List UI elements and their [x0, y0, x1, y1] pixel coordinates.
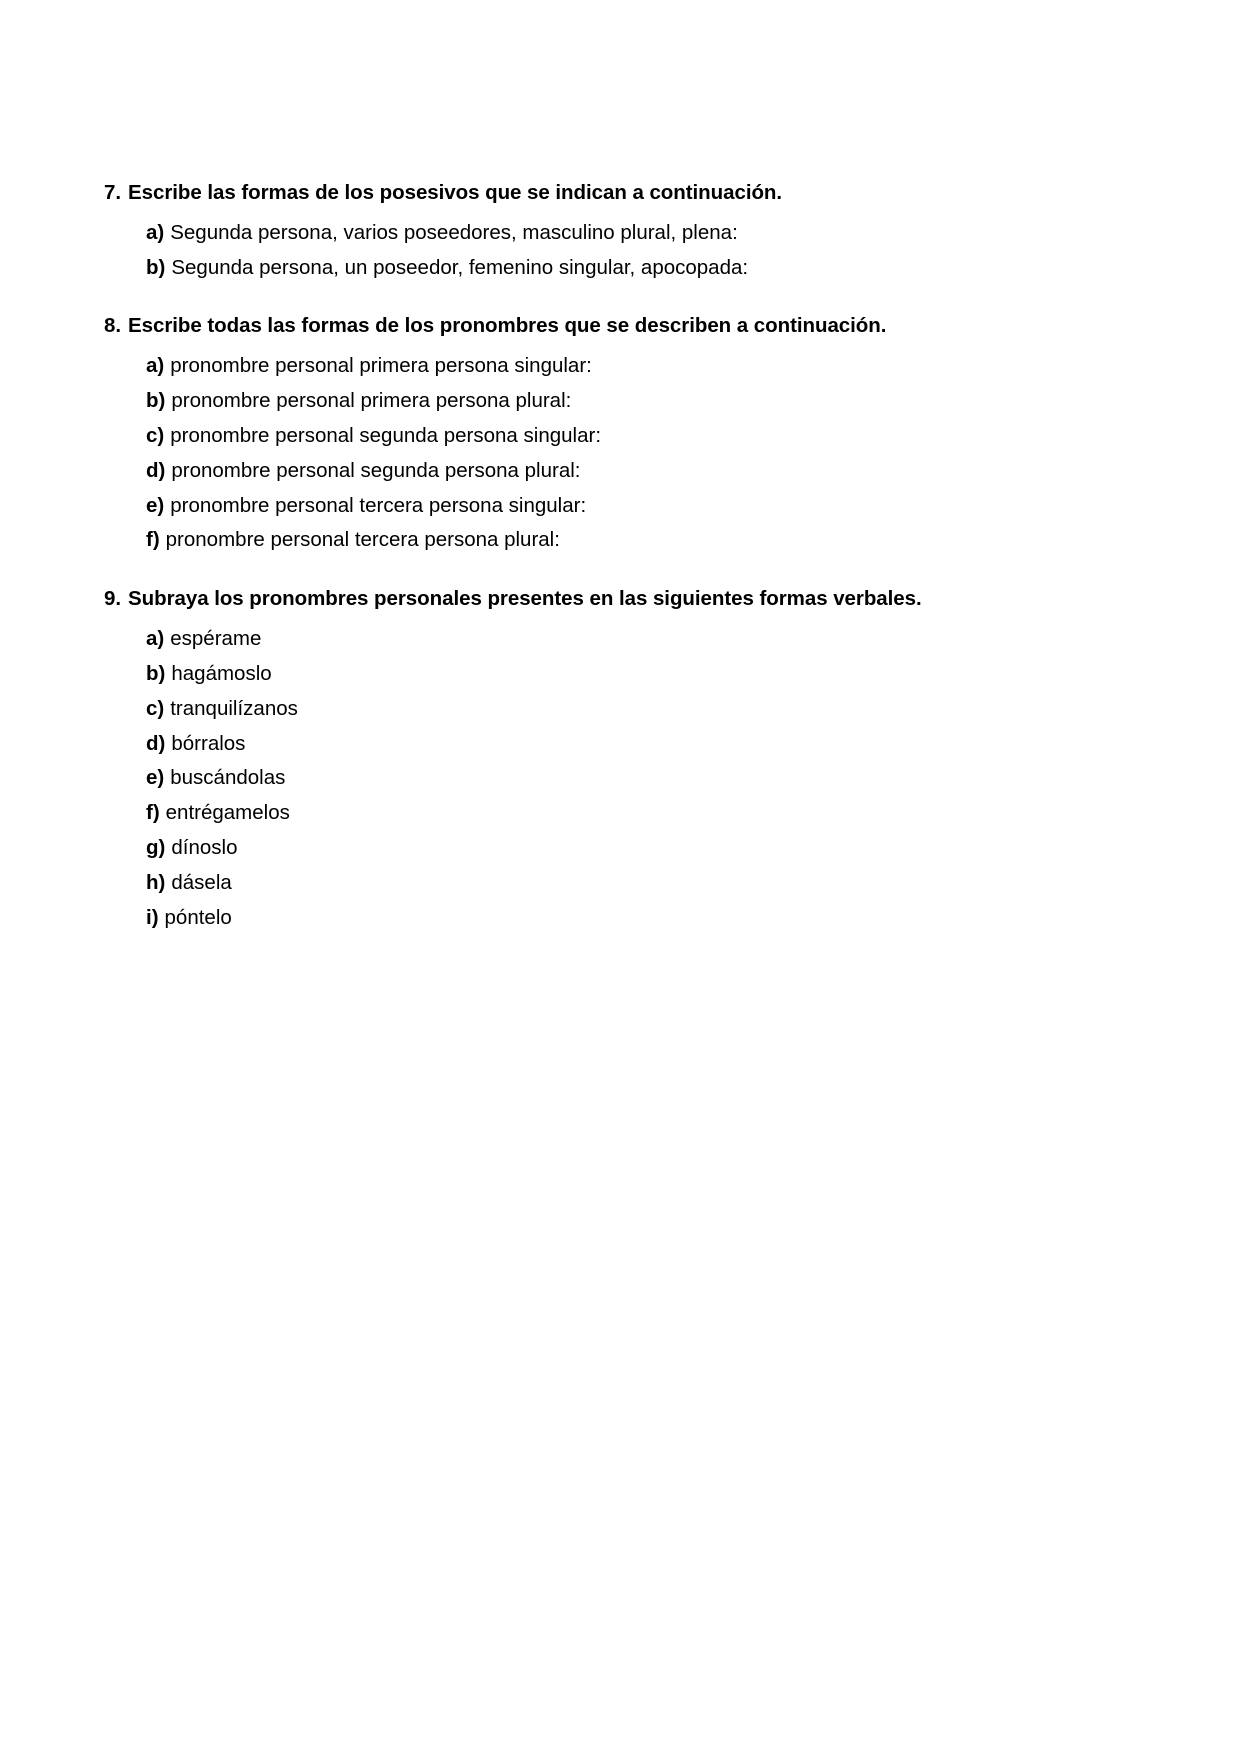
exercise-title: Escribe las formas de los posesivos que se indican a continuación.	[128, 181, 783, 204]
list-item-9-e	[104, 761, 1144, 796]
exercise-heading	[104, 178, 1144, 209]
list-item-letter: g)	[146, 836, 166, 860]
list-item-8-b	[104, 384, 1144, 419]
list-item-letter: a)	[146, 627, 165, 650]
list-item-8-a	[104, 349, 1144, 384]
list-item-7-a	[104, 216, 1144, 251]
list-item-text: hagámoslo	[171, 661, 272, 685]
exercise-block-8	[104, 311, 1144, 558]
list-item-text: póntelo	[164, 905, 232, 929]
exercise-number: 8.	[104, 314, 121, 338]
list-item-text: espérame	[170, 627, 262, 650]
list-item-text: pronombre personal tercera persona singular:	[170, 493, 587, 517]
exercise-number: 9.	[104, 587, 121, 611]
list-item-letter: h)	[146, 870, 166, 894]
exercise-number: 7.	[104, 181, 121, 204]
list-item-text: Segunda persona, varios poseedores, masculino plural, plena:	[170, 220, 738, 244]
list-item-letter: e)	[146, 766, 165, 790]
list-item-text: Segunda persona, un poseedor, femenino singular, apocopada:	[171, 255, 749, 279]
list-item-text: dínoslo	[171, 836, 238, 860]
list-item-text: pronombre personal primera persona plural:	[171, 389, 572, 413]
list-item-text: pronombre personal tercera persona plural:	[165, 528, 560, 552]
list-item-letter: c)	[146, 423, 165, 447]
list-item-text: bórralos	[171, 731, 246, 755]
list-item-letter: a)	[146, 220, 165, 244]
list-item-8-c	[104, 419, 1144, 454]
list-item-text: buscándolas	[170, 766, 286, 790]
list-item-letter: e)	[146, 493, 165, 517]
exercise-title: Subraya los pronombres personales presentes en las siguientes formas verbales.	[128, 587, 922, 611]
list-item-8-e	[104, 489, 1144, 524]
list-item-8-d	[104, 454, 1144, 489]
list-item-letter: b)	[146, 389, 166, 413]
exercise-heading	[104, 311, 1144, 342]
list-item-7-b	[104, 251, 1144, 286]
exercise-item-list	[104, 349, 1144, 558]
list-item-letter: i)	[146, 905, 159, 929]
exercise-block-9	[104, 584, 1144, 935]
list-item-letter: b)	[146, 661, 166, 685]
list-item-9-a	[104, 622, 1144, 657]
list-item-text: pronombre personal primera persona singular:	[170, 354, 592, 378]
list-item-9-f	[104, 796, 1144, 831]
exercise-title: Escribe todas las formas de los pronombres que se describen a continuación.	[128, 314, 887, 338]
list-item-9-c	[104, 692, 1144, 727]
list-item-letter: d)	[146, 731, 166, 755]
list-item-9-b	[104, 657, 1144, 692]
exercise-block-7	[104, 178, 1144, 285]
list-item-letter: c)	[146, 696, 165, 720]
exercise-item-list	[104, 622, 1144, 936]
list-item-9-h	[104, 866, 1144, 901]
list-item-8-f	[104, 523, 1144, 558]
list-item-text: pronombre personal segunda persona singular:	[170, 423, 602, 447]
list-item-letter: f)	[146, 528, 160, 552]
list-item-text: entrégamelos	[165, 801, 290, 825]
list-item-letter: d)	[146, 458, 166, 482]
list-item-9-d	[104, 727, 1144, 762]
list-item-letter: b)	[146, 255, 166, 279]
list-item-text: dásela	[171, 870, 232, 894]
exercise-item-list	[104, 216, 1144, 286]
list-item-letter: a)	[146, 354, 165, 378]
exercise-heading	[104, 584, 1144, 615]
list-item-letter: f)	[146, 801, 160, 825]
list-item-text: tranquilízanos	[170, 696, 298, 720]
list-item-text: pronombre personal segunda persona plural:	[171, 458, 581, 482]
exercises-container	[104, 178, 1144, 936]
list-item-9-i	[104, 901, 1144, 936]
list-item-9-g	[104, 831, 1144, 866]
